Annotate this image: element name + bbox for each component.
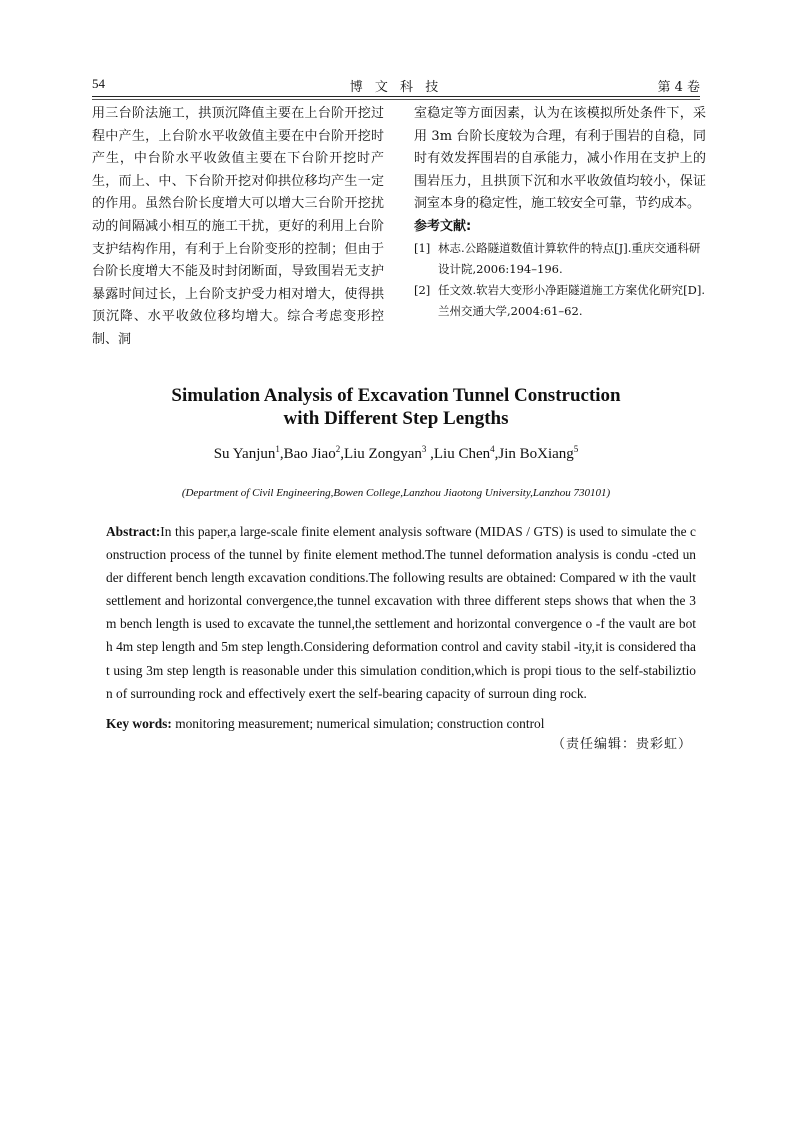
keywords-label: Key words: [106, 716, 172, 731]
author-name: Bao Jiao [283, 446, 336, 462]
author-name: Jin BoXiang [498, 446, 574, 462]
left-column-text: 用三台阶法施工，拱顶沉降值主要在上台阶开挖过程中产生，上台阶水平收敛值主要在中台阶开挖时产生，中台阶水平收敛值主要在下台阶开挖时产生，而上、中、下台阶开挖对仰拱位移均产生一定的作用。虽然台阶长度增大可以增大三台阶开挖扰动的间隔减小相互的施工干扰，更好的利用上台阶支护结构作用，有利于上台阶变形的控制；但由于台阶长度增大不能及时封闭断面，导致围岩无支护暴露时间过长，上台阶支护受力相对增大，使得拱顶沉降、水平收敛位移均增大。综合考虑变形控制、洞 [92, 106, 384, 347]
author-affiliation-mark: 1 [275, 444, 280, 454]
right-column [414, 103, 706, 322]
author-separator: , [494, 446, 499, 462]
volume-label: 第 4 卷 [657, 80, 700, 95]
abstract [106, 520, 696, 705]
affiliation: (Department of Civil Engineering,Bowen College,Lanzhou Jiaotong University,Lanzhou 730101) [181, 487, 611, 499]
reference-text: 林志.公路隧道数值计算软件的特点[J].重庆交通科研设计院,2006:194–196. [438, 240, 701, 276]
page-number: 54 [92, 76, 105, 91]
reference-number: [1] [414, 240, 431, 255]
author-affiliation-mark: 4 [490, 444, 495, 454]
author-separator: , [279, 446, 284, 462]
reference-text: 任文效.软岩大变形小净距隧道施工方案优化研究[D].兰州交通大学,2004:61–62. [438, 282, 706, 318]
author-separator: , [426, 446, 434, 462]
reference-item [414, 238, 706, 280]
abstract-text: In this paper,a large-scale finite element analysis software (MIDAS / GTS) is used to simulate the construction process of the tunnel by finite element method.The tunnel deformation analysis is condu -cted under different bench length excavation conditions.The following results are obtained: Compared w ith the vault settlement and horizontal convergence,the tunnel excavation with three different steps shows that when the 3m bench length is used to excavate the tunnel,the settlement and horizontal convergence o -f the vault are both 4m step length and 5m step length.Considering deformation control and cavity stabil -ity,it is considered that using 3m step length is reasonable under this simulation condition,which is propi tious to the self-stabiliztion of surrounding rock and effectively exert the self-bearing capacity of surroun ding rock. [106, 524, 696, 701]
reference-item [414, 280, 706, 322]
right-column-text: 室稳定等方面因素，认为在该模拟所处条件下，采用 3m 台阶长度较为合理，有利于围岩的自稳，同时有效发挥围岩的自承能力，减小作用在支护上的围岩压力，且拱顶下沉和水平收敛值均较小，保证洞室本身的稳定性，施工较安全可靠，节约成本。 [414, 106, 706, 212]
running-header [92, 74, 700, 97]
editor-note: （责任编辑：贵彩虹） [551, 737, 692, 752]
author-name: Liu Chen [433, 446, 491, 462]
author-affiliation-mark: 3 [421, 444, 427, 454]
reference-number: [2] [414, 282, 431, 297]
author-affiliation-mark: 5 [573, 444, 579, 454]
keywords [106, 712, 696, 735]
author-separator: , [340, 446, 344, 462]
abstract-label: Abstract: [106, 524, 161, 539]
author-name: Su Yanjun [213, 446, 276, 462]
author-affiliation-mark: 2 [335, 444, 341, 454]
english-title [92, 384, 700, 430]
author-list [92, 444, 700, 463]
keywords-text: monitoring measurement; numerical simulation; construction control [171, 716, 545, 731]
author-name: Liu Zongyan [343, 446, 422, 462]
title-line-1: Simulation Analysis of Excavation Tunnel Construction [171, 385, 621, 406]
title-line-2: with Different Step Lengths [283, 408, 509, 429]
references-heading: 参考文献: [414, 218, 472, 234]
header-rule [92, 99, 700, 100]
journal-name: 博 文 科 技 [349, 80, 443, 95]
